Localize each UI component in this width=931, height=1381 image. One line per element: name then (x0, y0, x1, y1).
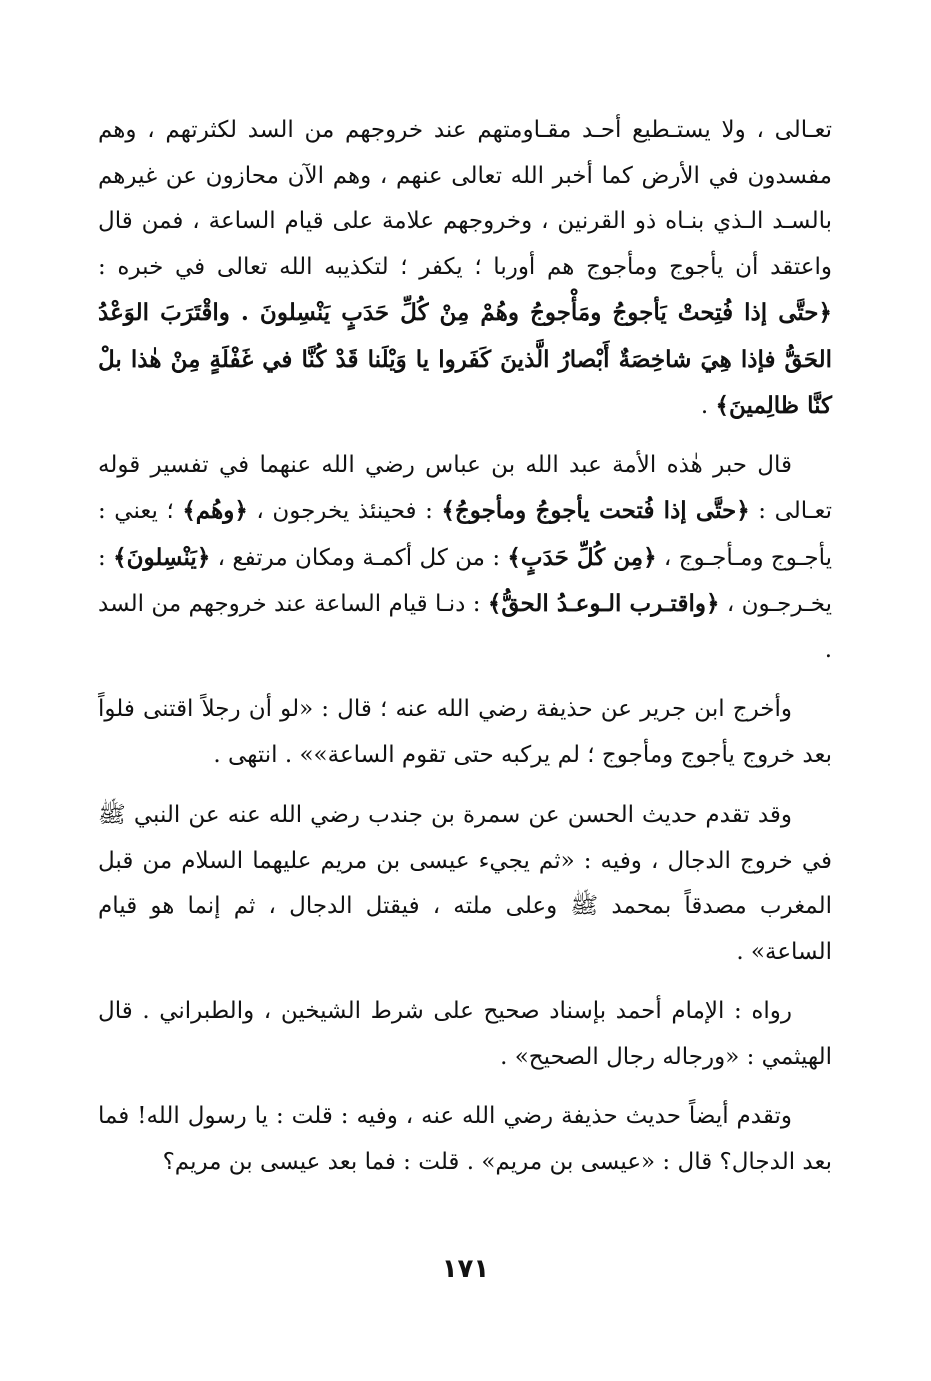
quran-verse: ﴿وهُم﴾ (182, 497, 248, 524)
paragraph-ibn-abbas-tafsir (98, 443, 832, 674)
paragraph-text: تعـالى ، ولا يستـطيع أحـد مقـاومتهم عند خروجهم من السد لكثرتهم ، وهم مفسدون في الأرض كما أخبر الله تعالى عنهم ، وهم الآن محازون عن غيرهم بالسـد الـذي بنـاه ذو القرنين ، وخروجهم علامة على قيام الساعة ، فمن قال واعتقد أن يأجوج ومأجوج هم أوربا ؛ يكفر ؛ لتكذيبه الله تعالى في خبره : (98, 117, 832, 280)
paragraph-text: وتقدم أيضاً حديث حذيفة رضي الله عنه ، وفيه : قلت : يا رسول الله! فما بعد الدجال؟ قال : «عيسى بن مريم» . قلت : فما بعد عيسى بن مريم؟ (98, 1103, 832, 1175)
page-number: ١٧١ (441, 1254, 490, 1284)
paragraph-text: رواه : الإمام أحمد بإسناد صحيح على شرط الشيخين ، والطبراني . قال الهيثمي : «ورجاله رجال الصحيح» . (98, 998, 832, 1070)
quran-verse: ﴿واقتـرب الـوعـدُ الحقُّ﴾ (487, 590, 720, 617)
paragraph-text: : فحينئذ يخرجون ، (247, 498, 442, 524)
quran-verse: ﴿مِن كُلِّ حَدَبٍ﴾ (507, 543, 657, 571)
paragraph-text: : يخـرجـون ، (98, 544, 833, 617)
paragraph-hadith-grading (98, 989, 832, 1080)
paragraph-gog-magog-intro (98, 108, 832, 430)
page-body (98, 108, 832, 1185)
quran-verse: ﴿حتَّى إذا فُتِحتْ يَأجوجُ ومَأْجوجُ وهُمْ مِنْ كُلِّ حَدَبٍ يَنْسِلونَ . واقْتَرَبَ الوَعْدُ الحَقُّ فإذا هِيَ شاخِصَةٌ أَبْصارُ الَّذينَ كَفَروا يا وَيْلَنا قَدْ كُنَّا في غَفْلَةٍ مِنْ هٰذا بلْ كنَّا ظالِمينَ﴾ (98, 299, 832, 419)
paragraph-hudhayfa-hadith (98, 1094, 832, 1185)
paragraph-text: ؛ يعني : يأجـوج ومـأجـوج ، (98, 498, 832, 571)
quran-verse: ﴿يَنْسِلونَ﴾ (113, 543, 211, 571)
quran-verse: ﴿حتَّى إذا فُتحت يأجوجُ ومأجوجُ﴾ (441, 497, 750, 524)
paragraph-ibn-jarir-narration (98, 687, 832, 778)
paragraph-text: . (700, 393, 716, 419)
paragraph-text: وقد تقدم حديث الحسن عن سمرة بن جندب رضي الله عنه عن النبي ﷺ في خروج الدجال ، وفيه : «ثم يجيء عيسى بن مريم عليهما السلام من قبل المغرب مصدقاً بمحمد ﷺ وعلى ملته ، فيقتل الدجال ، ثم إنما هو قيام الساعة» . (98, 802, 832, 965)
paragraph-text: : من كل أكمـة ومكان مرتفع ، (210, 544, 508, 571)
paragraph-samura-hadith (98, 793, 832, 975)
paragraph-text: : دنـا قيام الساعة عند خروجهم من السد . (98, 591, 832, 663)
paragraph-text: وأخرج ابن جرير عن حذيفة رضي الله عنه ؛ قال : «لو أن رجلاً اقتنى فلواً بعد خروج يأجوج ومأجوج ؛ لم يركبه حتى تقوم الساعة»» . انتهى . (98, 696, 832, 768)
paragraph-text: قال حبر هٰذه الأمة عبد الله بن عباس رضي الله عنهما في تفسير قوله تعـالى : (98, 451, 833, 524)
